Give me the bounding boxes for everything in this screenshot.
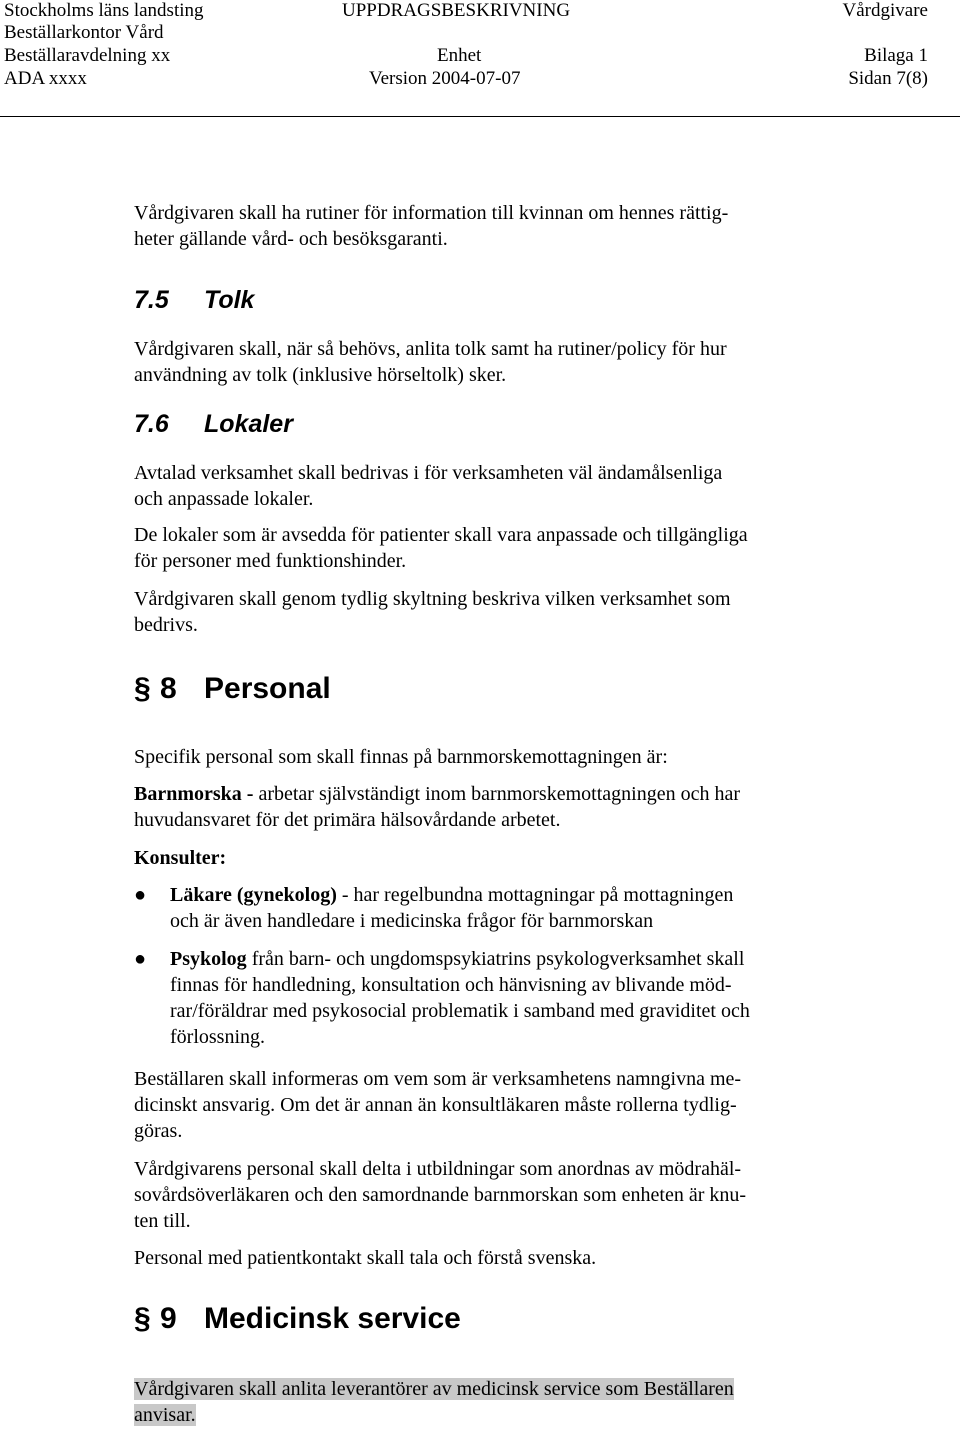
- konsulter-text: Konsulter:: [134, 847, 227, 869]
- section-symbol: §: [134, 1302, 151, 1335]
- highlighted-text: Vårdgivaren skall anlita leverantörer av medicinsk service som Beställaren: [134, 1378, 734, 1400]
- bullet-item-psykolog: [170, 946, 750, 1050]
- body-line: Avtalad verksamhet skall bedrivas i för verksamheten väl ändamålsenliga: [134, 462, 723, 484]
- body-line: De lokaler som är avsedda för patienter skall vara anpassade och tillgängliga: [134, 524, 748, 546]
- lakare-label: Läkare (gynekolog): [170, 884, 337, 906]
- body-text: från barn- och ungdomspsykiatrins psykologverksamhet skall: [246, 948, 745, 970]
- body-line: och anpassade lokaler.: [134, 488, 314, 510]
- body-line: ten till.: [134, 1210, 191, 1232]
- section-7-5-heading: [134, 286, 254, 315]
- psykolog-label: Psykolog: [170, 948, 247, 970]
- section-7-5-body: [134, 336, 854, 388]
- intro-paragraph: [134, 200, 854, 252]
- section-7-6-paragraph-1: [134, 460, 854, 512]
- bestallaren-paragraph: [134, 1066, 854, 1144]
- intro-line: heter gällande vård- och besöksgaranti.: [134, 228, 448, 250]
- section-number: 7.6: [134, 410, 169, 438]
- body-line: bedrivs.: [134, 614, 198, 636]
- section-9-body: [134, 1376, 854, 1428]
- section-7-6-paragraph-2: [134, 522, 854, 574]
- header-ada: ADA xxxx: [4, 68, 87, 89]
- body-line: rar/föräldrar med psykosocial problematik i samband med graviditet och: [170, 1000, 750, 1022]
- section-title: Personal: [204, 672, 331, 705]
- body-text: - har regelbundna mottagningar på mottagningen: [336, 884, 734, 906]
- section-7-6-heading: [134, 410, 293, 439]
- barnmorska-label: Barnmorska -: [134, 783, 254, 805]
- personal-training-paragraph: [134, 1156, 854, 1234]
- body-line: göras.: [134, 1120, 183, 1142]
- section-7-6-paragraph-3: [134, 586, 854, 638]
- header-divider: [0, 116, 960, 117]
- body-line: Vårdgivaren skall genom tydlig skyltning beskriva vilken verksamhet som: [134, 588, 731, 610]
- section-title: Medicinsk service: [204, 1302, 461, 1335]
- body-line: Vårdgivaren skall, när så behövs, anlita tolk samt ha rutiner/policy för hur: [134, 338, 727, 360]
- body-line: för personer med funktionshinder.: [134, 550, 407, 572]
- section-number: 8: [160, 672, 177, 705]
- bullet-icon: ●: [134, 948, 147, 970]
- section-9-heading: [134, 1302, 461, 1336]
- section-number: 7.5: [134, 286, 169, 314]
- section-symbol: §: [134, 672, 151, 705]
- header-unit: Enhet: [437, 45, 482, 66]
- body-line: Vårdgivarens personal skall delta i utbildningar som anordnas av mödrahäl-: [134, 1158, 742, 1180]
- header-office: Beställarkontor Vård: [4, 22, 164, 43]
- header-version: Version 2004-07-07: [369, 68, 521, 89]
- barnmorska-paragraph: [134, 781, 854, 833]
- body-line: huvudansvaret för det primära hälsovårdande arbetet.: [134, 809, 561, 831]
- header-org: Stockholms läns landsting: [4, 0, 204, 21]
- header-department: Beställaravdelning xx: [4, 45, 171, 66]
- swedish-requirement: Personal med patientkontakt skall tala och förstå svenska.: [134, 1247, 597, 1269]
- highlighted-text: anvisar.: [134, 1404, 196, 1426]
- body-line: och är även handledare i medicinska frågor för barnmorskan: [170, 910, 654, 932]
- header-doc-type: UPPDRAGSBESKRIVNING: [342, 0, 571, 21]
- body-line: finnas för handledning, konsultation och hänvisning av blivande möd-: [170, 974, 732, 996]
- header-provider: Vårdgivare: [842, 0, 928, 21]
- konsulter-label: [134, 845, 854, 871]
- section-title: Lokaler: [204, 410, 293, 438]
- header-appendix: Bilaga 1: [864, 45, 928, 66]
- body-line: förlossning.: [170, 1026, 265, 1048]
- body-line: användning av tolk (inklusive hörseltolk) sker.: [134, 364, 507, 386]
- body-text: arbetar självständigt inom barnmorskemottagningen och har: [253, 783, 740, 805]
- section-8-heading: [134, 672, 331, 706]
- body-line: sovårdsöverläkaren och den samordnande barnmorskan som enheten är knu-: [134, 1184, 747, 1206]
- header-page-number: Sidan 7(8): [848, 68, 928, 89]
- body-line: dicinskt ansvarig. Om det är annan än konsultläkaren måste rollerna tydlig-: [134, 1094, 737, 1116]
- intro-line: Vårdgivaren skall ha rutiner för information till kvinnan om hennes rättig-: [134, 202, 729, 224]
- body-line: Beställaren skall informeras om vem som är verksamhetens namngivna me-: [134, 1068, 742, 1090]
- bullet-icon: ●: [134, 884, 147, 906]
- section-number: 9: [160, 1302, 177, 1335]
- bullet-item-lakare: [170, 882, 733, 934]
- section-title: Tolk: [204, 286, 255, 314]
- personal-intro: Specifik personal som skall finnas på barnmorskemottagningen är:: [134, 746, 668, 768]
